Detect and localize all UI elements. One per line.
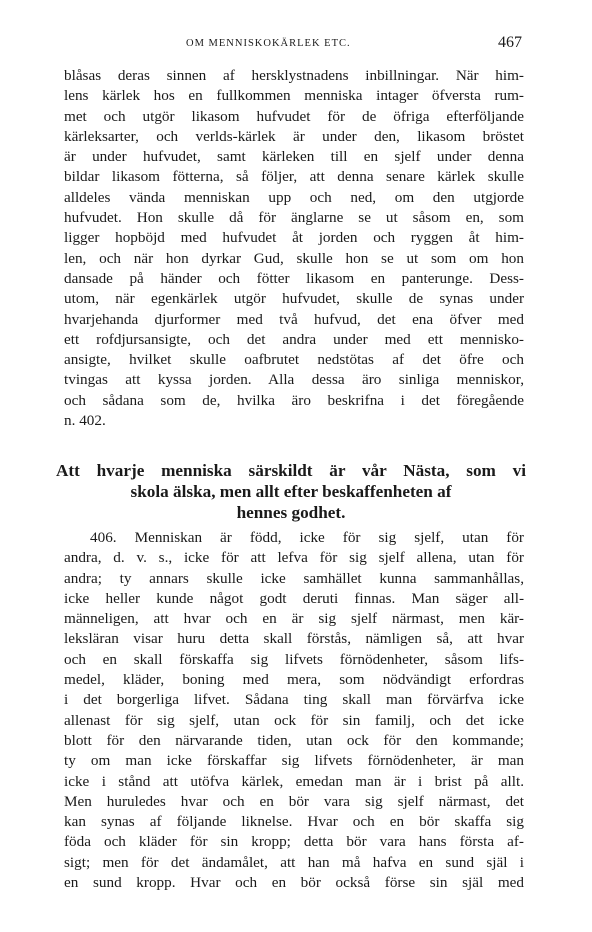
text-line: n. 402. bbox=[64, 412, 106, 430]
text-line: kan synas af följande liknelse. Hvar och en bör skaffa sig bbox=[64, 813, 524, 831]
text-line: ligger hopböjd med hufvudet åt jorden och ryggen åt him- bbox=[64, 229, 524, 247]
text-line: andra; ty annars skulle icke samhället kunna sammanhållas, bbox=[64, 569, 524, 587]
text-line: leksläran visar huru detta skall förstås, nämligen så, att hvar bbox=[64, 630, 524, 648]
text-line: och en skall förskaffa sig lifvets förnödenheter, såsom lifs- bbox=[64, 650, 524, 668]
text-line: Men huruledes hvar och en bör vara sig sjelf närmast, det bbox=[64, 792, 524, 810]
text-line: blåsas deras sinnen af hersklystnadens inbillningar. När him- bbox=[64, 67, 524, 84]
text-line: alldeles vända menniskan upp och ned, om den utgjorde bbox=[64, 188, 524, 206]
text-line: och sådana som de, hvilka äro beskrifna i det föregående bbox=[64, 391, 524, 409]
text-line: lens kärlek hos en fullkommen menniska intager öfversta rum- bbox=[64, 87, 524, 105]
heading-line: skola älska, men allt efter beskaffenheten af bbox=[130, 482, 452, 501]
text-line: tvingas att kyssa jorden. Alla dessa äro sinliga menniskor, bbox=[64, 371, 524, 389]
text-line: bildar likasom fötterna, så följer, att denna senare kärlek skulle bbox=[64, 168, 524, 186]
section-heading bbox=[56, 460, 526, 523]
text-line: i det borgerliga lifvet. Sådana ting skall man förvärfva icke bbox=[64, 691, 524, 709]
text-line: len, och när hon dyrkar Gud, skulle hon se ut som om hon bbox=[64, 249, 524, 267]
text-line: dansade på händer och fötter likasom en panterunge. Dess- bbox=[64, 269, 524, 287]
text-line: hufvudet. Hon skulle då för änglarne se ut såsom en, som bbox=[64, 209, 524, 227]
page-number: 467 bbox=[498, 34, 522, 51]
text-line: utom, när egenkärlek utgör hufvudet, skulle de synas under bbox=[64, 290, 524, 308]
text-line: ty om man icke förskaffar sig lifvets förnödenheter, är man bbox=[64, 752, 524, 770]
text-line: sigt; men för det ändamålet, att han må hafva en sund själ i bbox=[64, 853, 524, 871]
text-line: en sund kropp. Hvar och en bör också förse sin själ med bbox=[64, 874, 524, 892]
running-title: OM MENNISKOKÄRLEK ETC. bbox=[186, 38, 351, 49]
text-line: andra, d. v. s., icke för att lefva för sig sjelf allena, utan för bbox=[64, 549, 524, 567]
text-line: ansigte, hvilket skulle oafbrutet nedstötas af det öfre och bbox=[64, 351, 524, 369]
heading-line: hennes godhet. bbox=[236, 503, 346, 522]
text-line: föda och kläder för sin kropp; detta bör vara hans första af- bbox=[64, 833, 524, 851]
text-line: met och utgör likasom hufvudet för de öfriga efterföljande bbox=[64, 107, 524, 125]
heading-line: Att hvarje menniska särskildt är vår Nästa, som vi bbox=[56, 461, 526, 480]
running-head bbox=[64, 36, 522, 56]
paragraph-continued bbox=[64, 66, 524, 431]
text-line: är under hufvudet, samt kärleken till en sjelf under denna bbox=[64, 148, 524, 166]
text-line: blott för den närvarande tiden, utan ock för den kommande; bbox=[64, 731, 524, 749]
text-line: kärleksarter, och verlds-kärlek är under den, likasom bröstet bbox=[64, 127, 524, 145]
text-line: ett rofdjursansigte, och det andra under med ett mennisko- bbox=[64, 330, 524, 348]
text-line: allenast för sig sjelf, utan ock för sin familj, och det icke bbox=[64, 711, 524, 729]
text-line: medel, kläder, boning med mera, som nödvändigt erfordras bbox=[64, 671, 524, 689]
paragraph-406 bbox=[64, 528, 524, 893]
text-line: männeligen, att hvar och en är sig sjelf närmast, men kär- bbox=[64, 610, 524, 628]
text-line: 406. Menniskan är född, icke för sig sjelf, utan för bbox=[90, 529, 524, 546]
text-line: hvarjehanda djurformer med två hufvud, det ena öfver med bbox=[64, 310, 524, 328]
text-line: icke i stånd att utöfva kärlek, emedan man är i brist på allt. bbox=[64, 772, 524, 790]
text-line: icke heller kunde något godt deruti finnas. Man säger all- bbox=[64, 589, 524, 607]
